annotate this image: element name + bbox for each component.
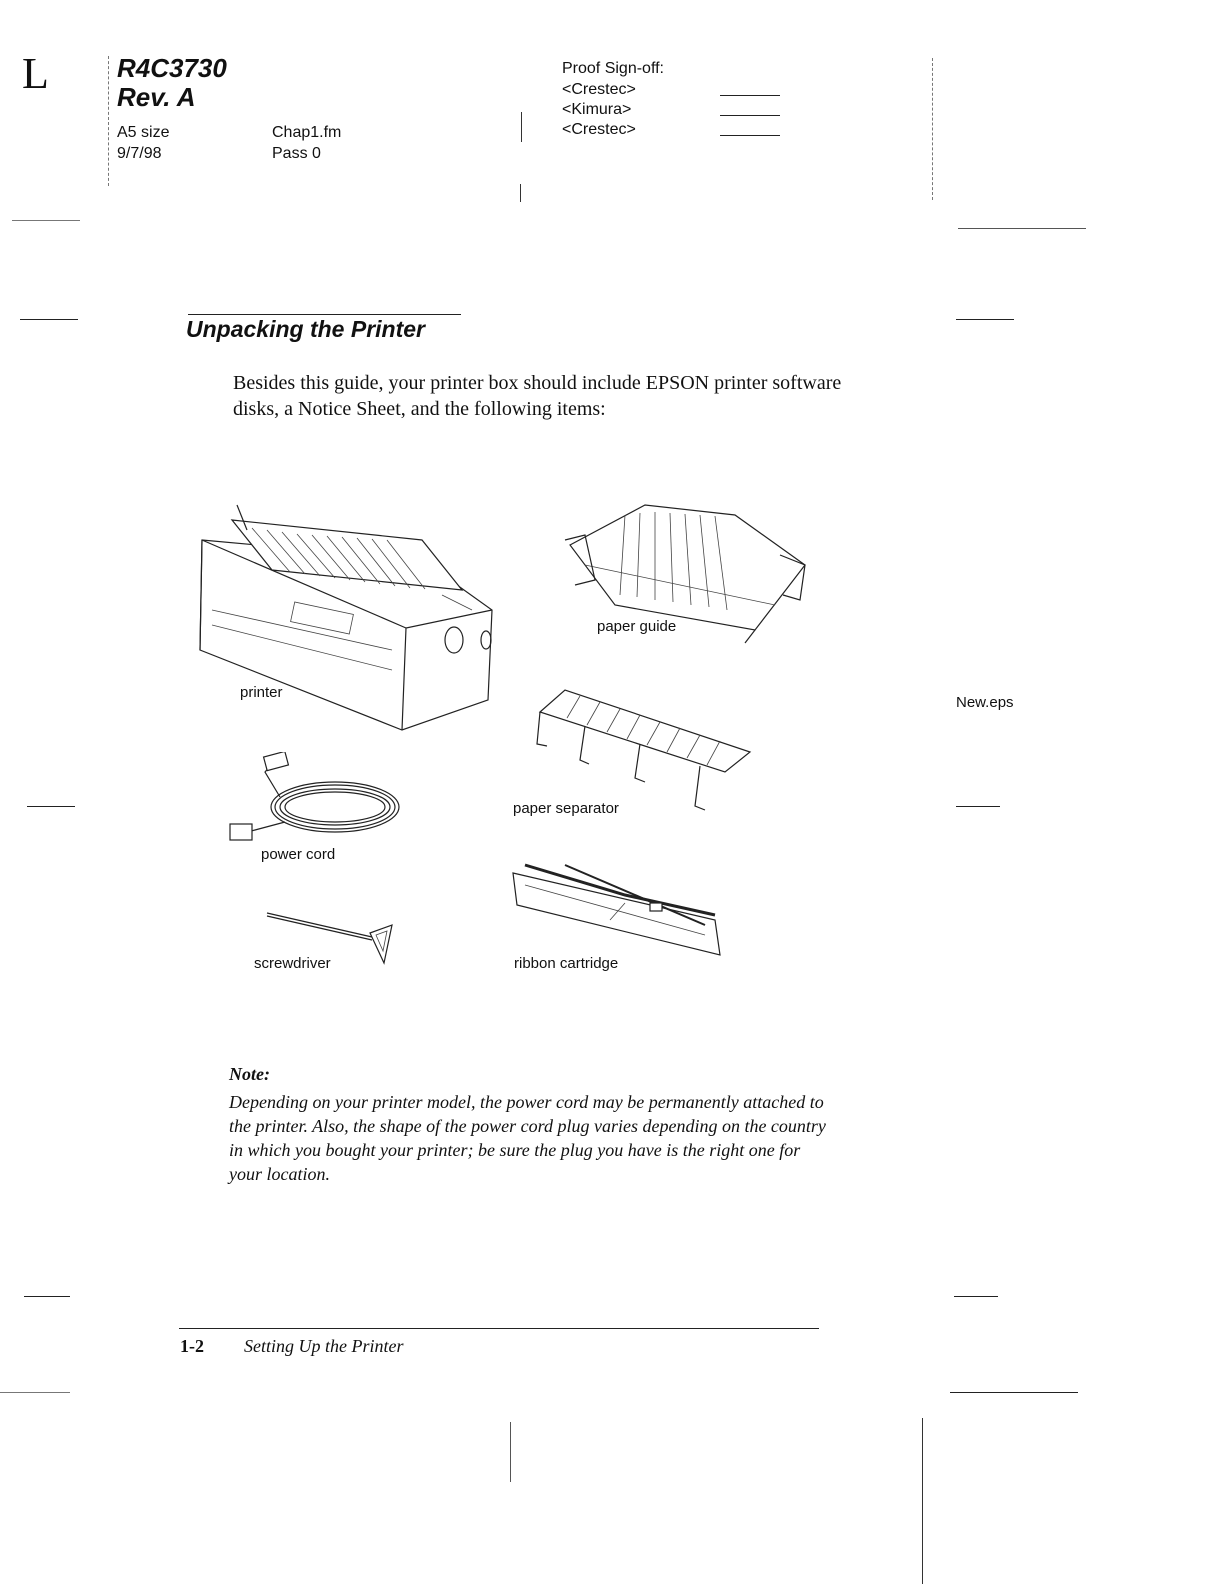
footer-rule [179,1328,819,1329]
crop-mark-left-5 [0,1392,70,1393]
crop-mark-right-5 [950,1392,1078,1393]
title-rule [188,314,461,315]
page-number: 1-2 [180,1336,204,1356]
screwdriver-caption: screwdriver [254,955,331,972]
power-cord-illustration [225,752,405,847]
section-title: Unpacking the Printer [186,316,425,342]
doc-size: A5 size [117,124,170,141]
doc-date: 9/7/98 [117,145,162,162]
center-mark-short [520,184,521,202]
proof-label: Proof Sign-off: [562,60,664,77]
crop-mark-left-4 [24,1296,70,1297]
proof-name-3: <Crestec> [562,121,636,138]
note-title: Note: [229,1064,270,1084]
ribbon-cartridge-caption: ribbon cartridge [514,955,619,972]
note-body: Depending on your printer model, the power cord may be permanently attached to the printer. Also, the shape of the power cord plug varies depending on the country in which you bought your printer; be sure the plug you have is the right one for your location. [229,1092,826,1184]
crop-mark-right-3 [956,806,1000,807]
crop-mark-right-4 [954,1296,998,1297]
doc-code-block [117,54,227,112]
crop-mark-right-1 [958,228,1086,229]
paper-guide-caption: paper guide [597,618,677,635]
corner-mark: L [22,49,49,98]
doc-file: Chap1.fm [272,124,342,141]
signoff-line-1 [720,95,780,96]
proof-name-2: <Kimura> [562,101,632,118]
center-mark-bottom [510,1422,511,1482]
left-header-rule [108,56,109,186]
printer-caption: printer [240,684,283,701]
signoff-line-2 [720,115,780,116]
side-label: New.eps [956,694,1014,711]
doc-pass: Pass 0 [272,145,321,162]
proof-name-1: <Crestec> [562,81,636,98]
printer-illustration [192,500,502,740]
paper-separator-caption: paper separator [513,800,619,817]
doc-code: R4C3730 [117,53,227,83]
signoff-line-3 [720,135,780,136]
revision: Rev. A [117,82,196,112]
crop-mark-left-3 [27,806,75,807]
power-cord-caption: power cord [261,846,336,863]
right-bleed-rule [922,1418,923,1584]
crop-mark-right-2 [956,319,1014,320]
center-mark-top [521,112,522,142]
right-header-rule [932,58,933,200]
ribbon-cartridge-illustration [505,855,730,970]
crop-mark-left-2 [20,319,78,320]
paper-guide-illustration [555,495,825,645]
intro-paragraph: Besides this guide, your printer box should include EPSON printer software disks, a Notice Sheet, and the following items: [233,372,842,420]
chapter-title: Setting Up the Printer [244,1336,404,1356]
crop-mark-left-1 [12,220,80,221]
